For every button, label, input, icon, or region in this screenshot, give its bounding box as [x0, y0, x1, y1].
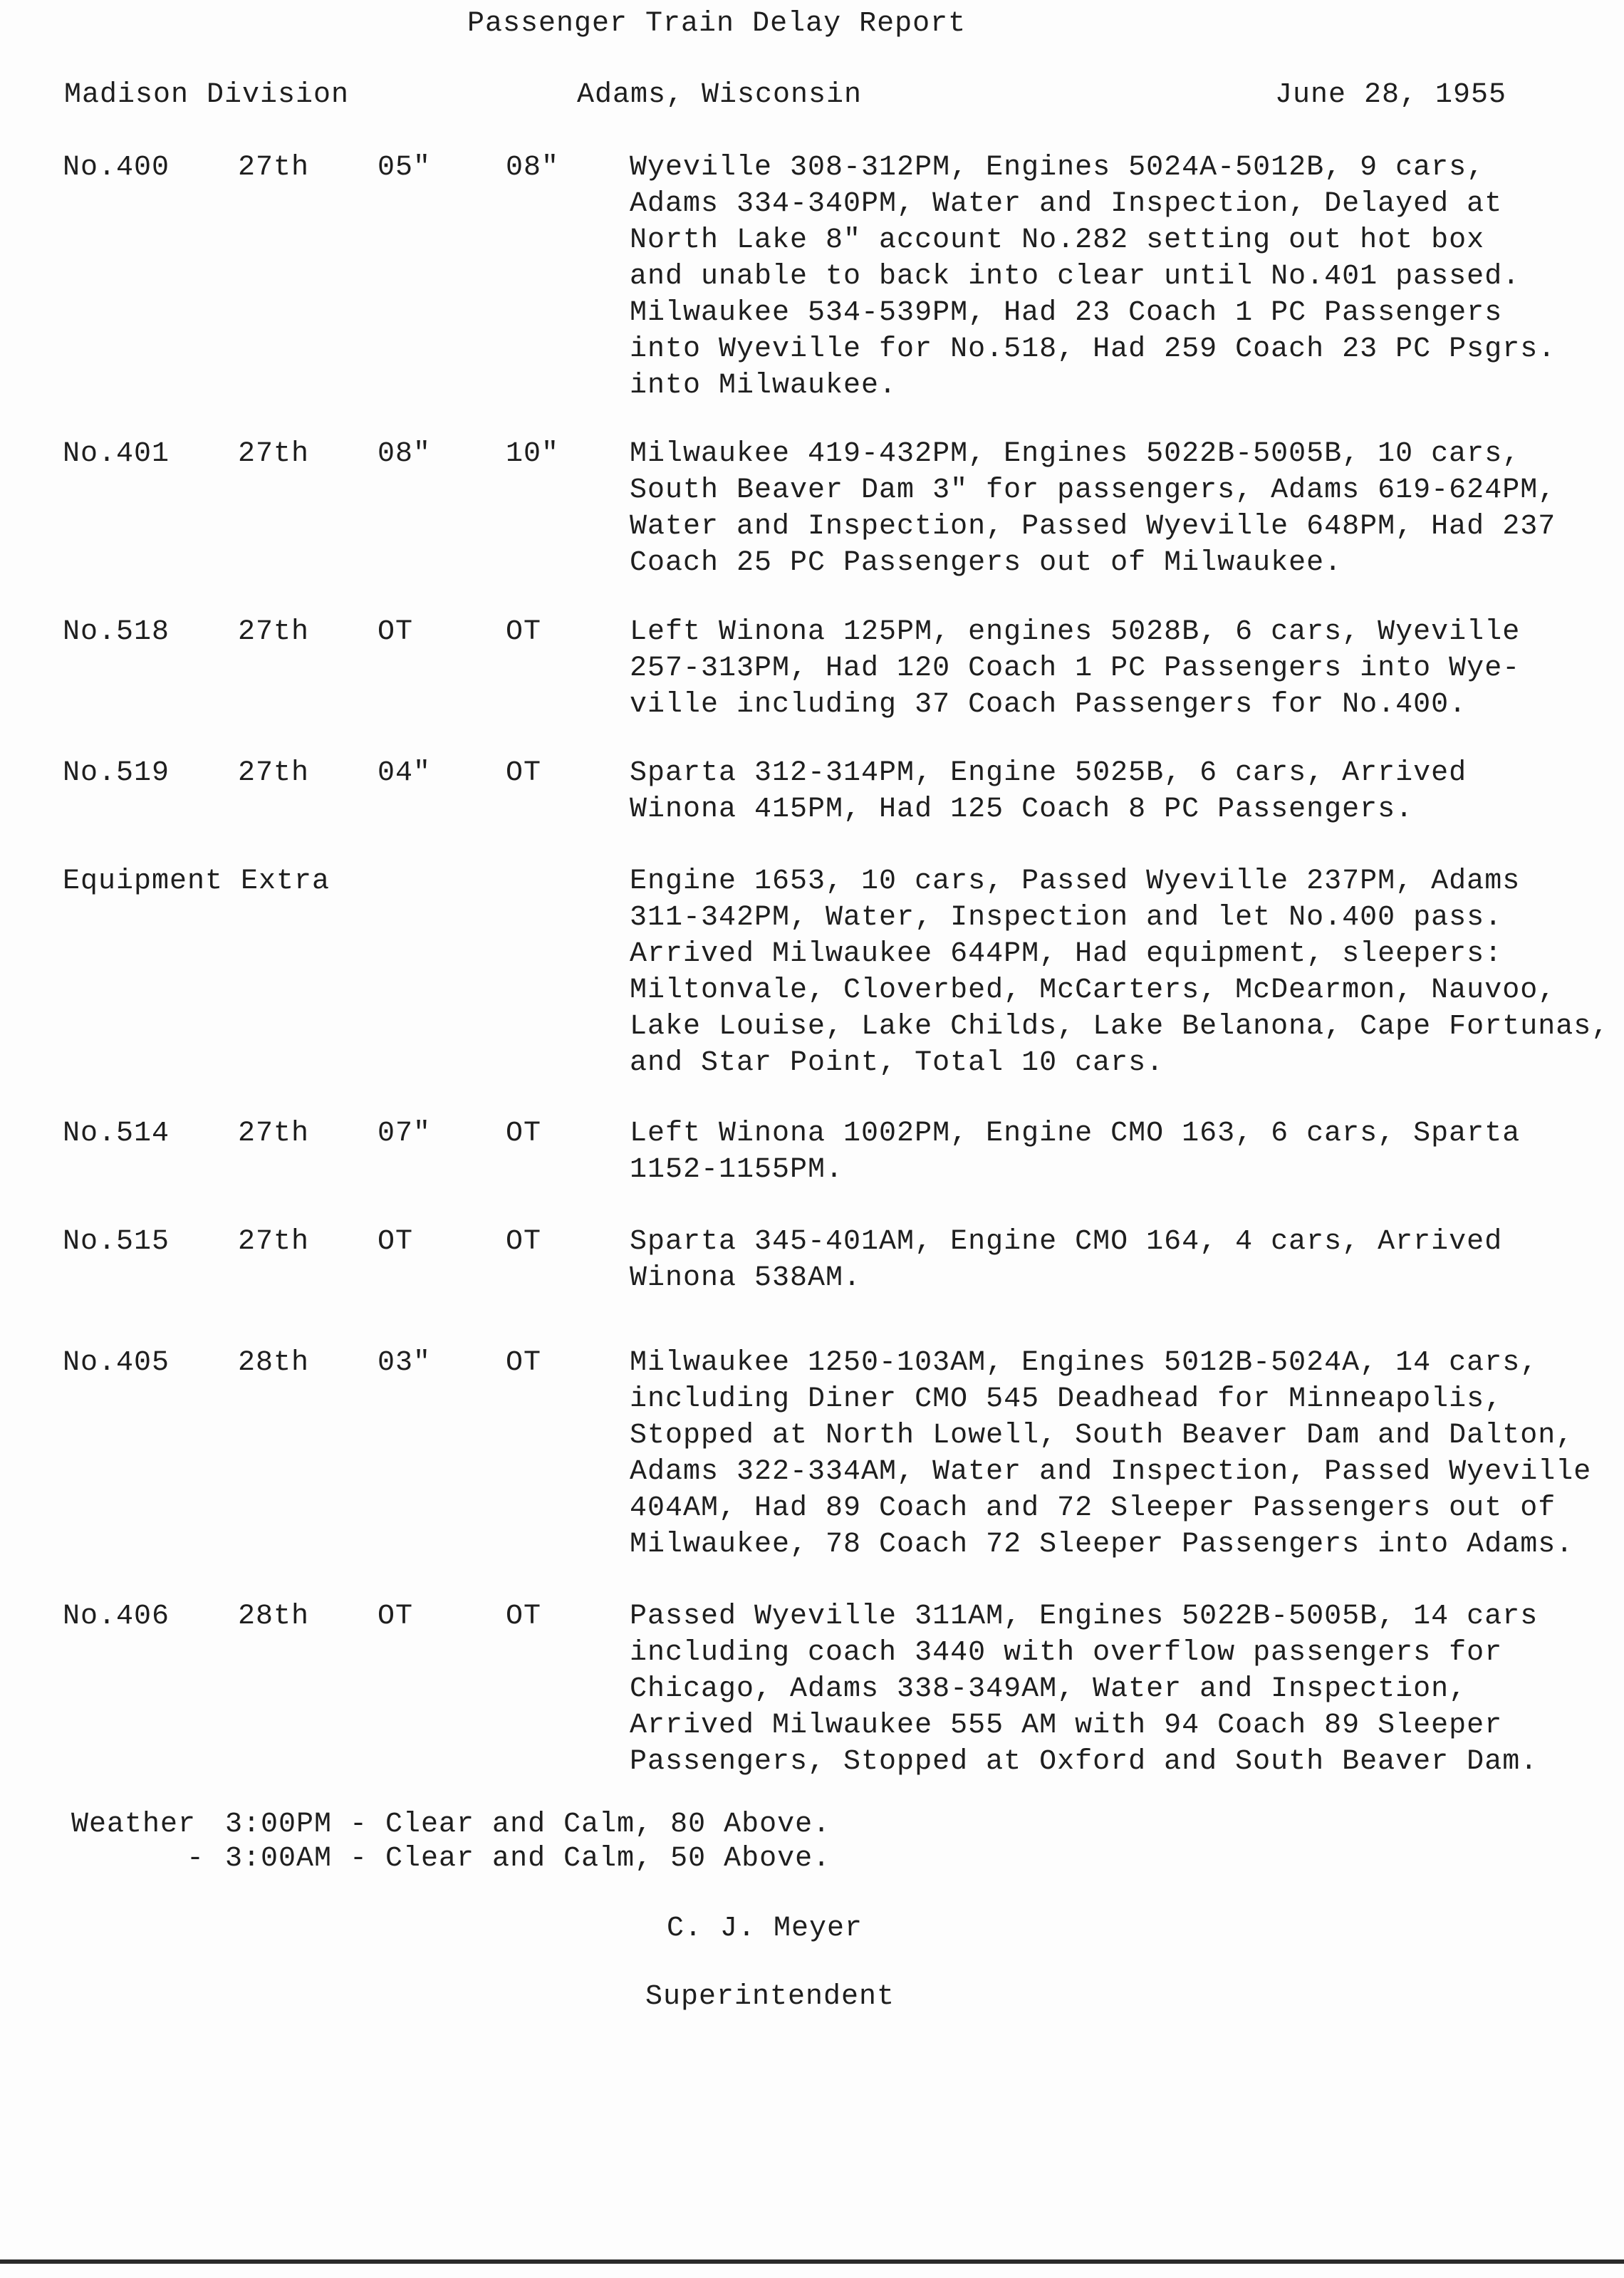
remarks-line: Chicago, Adams 338-349AM, Water and Inspection, [630, 1673, 1467, 1705]
train-delay-b: 10" [506, 438, 560, 470]
remarks-line: Arrived Milwaukee 555 AM with 94 Coach 89 Sleeper [630, 1710, 1503, 1742]
train-number: No.514 [63, 1118, 170, 1150]
signatory-title: Superintendent [645, 1981, 895, 2013]
remarks-line: 1152-1155PM. [630, 1154, 844, 1186]
signatory-name: C. J. Meyer [667, 1913, 863, 1945]
train-remarks [630, 614, 1520, 723]
remarks-line: Milwaukee 1250-103AM, Engines 5012B-5024A, 14 cars, [630, 1347, 1539, 1379]
train-number: No.405 [63, 1347, 170, 1379]
remarks-line: 311-342PM, Water, Inspection and let No.400 pass. [630, 902, 1503, 934]
train-delay-a: OT [378, 1601, 414, 1633]
remarks-line: and Star Point, Total 10 cars. [630, 1047, 1165, 1079]
train-number: No.519 [63, 757, 170, 789]
train-day: 27th [238, 1118, 310, 1150]
train-day: 27th [238, 438, 310, 470]
train-delay-b: OT [506, 757, 542, 789]
train-number: No.401 [63, 438, 170, 470]
train-delay-b: OT [506, 1347, 542, 1379]
remarks-line: Adams 334-340PM, Water and Inspection, Delayed at [630, 188, 1503, 220]
remarks-line: including coach 3440 with overflow passengers for [630, 1637, 1503, 1669]
remarks-line: Wyeville 308-312PM, Engines 5024A-5012B, 9 cars, [630, 152, 1485, 184]
train-remarks [630, 1598, 1538, 1780]
report-title: Passenger Train Delay Report [467, 8, 967, 40]
train-delay-b: OT [506, 1118, 542, 1150]
train-remarks [630, 150, 1556, 404]
report-location: Adams, Wisconsin [577, 79, 863, 111]
remarks-line: Sparta 312-314PM, Engine 5025B, 6 cars, Arrived [630, 757, 1467, 789]
remarks-line: Left Winona 125PM, engines 5028B, 6 cars, Wyeville [630, 616, 1521, 648]
train-day: 28th [238, 1347, 310, 1379]
train-number: No.518 [63, 616, 170, 648]
remarks-line: 257-313PM, Had 120 Coach 1 PC Passengers into Wye- [630, 652, 1521, 685]
train-delay-a: 08" [378, 438, 432, 470]
remarks-line: Miltonvale, Cloverbed, McCarters, McDearmon, Nauvoo, [630, 974, 1556, 1007]
train-remarks [630, 863, 1609, 1081]
remarks-line: Milwaukee 534-539PM, Had 23 Coach 1 PC Passengers [630, 297, 1503, 329]
train-number: Equipment Extra [63, 865, 330, 898]
remarks-line: Winona 538AM. [630, 1262, 862, 1294]
train-remarks [630, 1115, 1520, 1188]
weather-line: 3:00AM - Clear and Calm, 50 Above. [225, 1843, 831, 1875]
page-bottom-edge [0, 2259, 1624, 2264]
remarks-line: Engine 1653, 10 cars, Passed Wyeville 237PM, Adams [630, 865, 1521, 898]
train-delay-a: OT [378, 1226, 414, 1258]
train-delay-b: OT [506, 1226, 542, 1258]
weather-dash: - [187, 1843, 205, 1875]
remarks-line: and unable to back into clear until No.401 passed. [630, 261, 1521, 293]
remarks-line: ville including 37 Coach Passengers for No.400. [630, 689, 1467, 721]
remarks-line: Milwaukee, 78 Coach 72 Sleeper Passengers into Adams. [630, 1529, 1574, 1561]
train-day: 28th [238, 1601, 310, 1633]
remarks-line: Arrived Milwaukee 644PM, Had equipment, sleepers: [630, 938, 1503, 970]
weather-label: Weather [71, 1809, 197, 1841]
remarks-line: into Milwaukee. [630, 370, 897, 402]
train-delay-b: OT [506, 616, 542, 648]
train-remarks [630, 1345, 1591, 1563]
remarks-line: Milwaukee 419-432PM, Engines 5022B-5005B, 10 cars, [630, 438, 1521, 470]
train-number: No.515 [63, 1226, 170, 1258]
remarks-line: Adams 322-334AM, Water and Inspection, Passed Wyeville [630, 1456, 1592, 1488]
train-day: 27th [238, 757, 310, 789]
train-delay-a: OT [378, 616, 414, 648]
remarks-line: North Lake 8" account No.282 setting out hot box [630, 224, 1485, 256]
remarks-line: Coach 25 PC Passengers out of Milwaukee. [630, 547, 1343, 579]
train-remarks [630, 436, 1556, 581]
remarks-line: Stopped at North Lowell, South Beaver Dam and Dalton, [630, 1420, 1574, 1452]
train-remarks [630, 755, 1467, 828]
train-delay-b: OT [506, 1601, 542, 1633]
remarks-line: Lake Louise, Lake Childs, Lake Belanona, Cape Fortunas, [630, 1011, 1610, 1043]
remarks-line: South Beaver Dam 3" for passengers, Adams 619-624PM, [630, 474, 1556, 506]
remarks-line: into Wyeville for No.518, Had 259 Coach 23 PC Psgrs. [630, 333, 1556, 365]
remarks-line: 404AM, Had 89 Coach and 72 Sleeper Passengers out of [630, 1492, 1556, 1524]
remarks-line: Sparta 345-401AM, Engine CMO 164, 4 cars, Arrived [630, 1226, 1503, 1258]
remarks-line: Winona 415PM, Had 125 Coach 8 PC Passengers. [630, 794, 1414, 826]
train-delay-a: 05" [378, 152, 432, 184]
remarks-line: Water and Inspection, Passed Wyeville 648PM, Had 237 [630, 511, 1556, 543]
remarks-line: Passed Wyeville 311AM, Engines 5022B-5005B, 14 cars [630, 1601, 1539, 1633]
train-day: 27th [238, 152, 310, 184]
train-number: No.400 [63, 152, 170, 184]
train-delay-a: 07" [378, 1118, 432, 1150]
train-delay-b: 08" [506, 152, 560, 184]
remarks-line: Passengers, Stopped at Oxford and South Beaver Dam. [630, 1746, 1539, 1778]
weather-line: 3:00PM - Clear and Calm, 80 Above. [225, 1809, 831, 1841]
train-number: No.406 [63, 1601, 170, 1633]
remarks-line: including Diner CMO 545 Deadhead for Minneapolis, [630, 1383, 1503, 1415]
train-day: 27th [238, 1226, 310, 1258]
report-date: June 28, 1955 [1275, 79, 1507, 111]
train-day: 27th [238, 616, 310, 648]
train-remarks [630, 1224, 1502, 1296]
train-delay-a: 03" [378, 1347, 432, 1379]
division-name: Madison Division [64, 79, 350, 111]
train-delay-a: 04" [378, 757, 432, 789]
remarks-line: Left Winona 1002PM, Engine CMO 163, 6 cars, Sparta [630, 1118, 1521, 1150]
